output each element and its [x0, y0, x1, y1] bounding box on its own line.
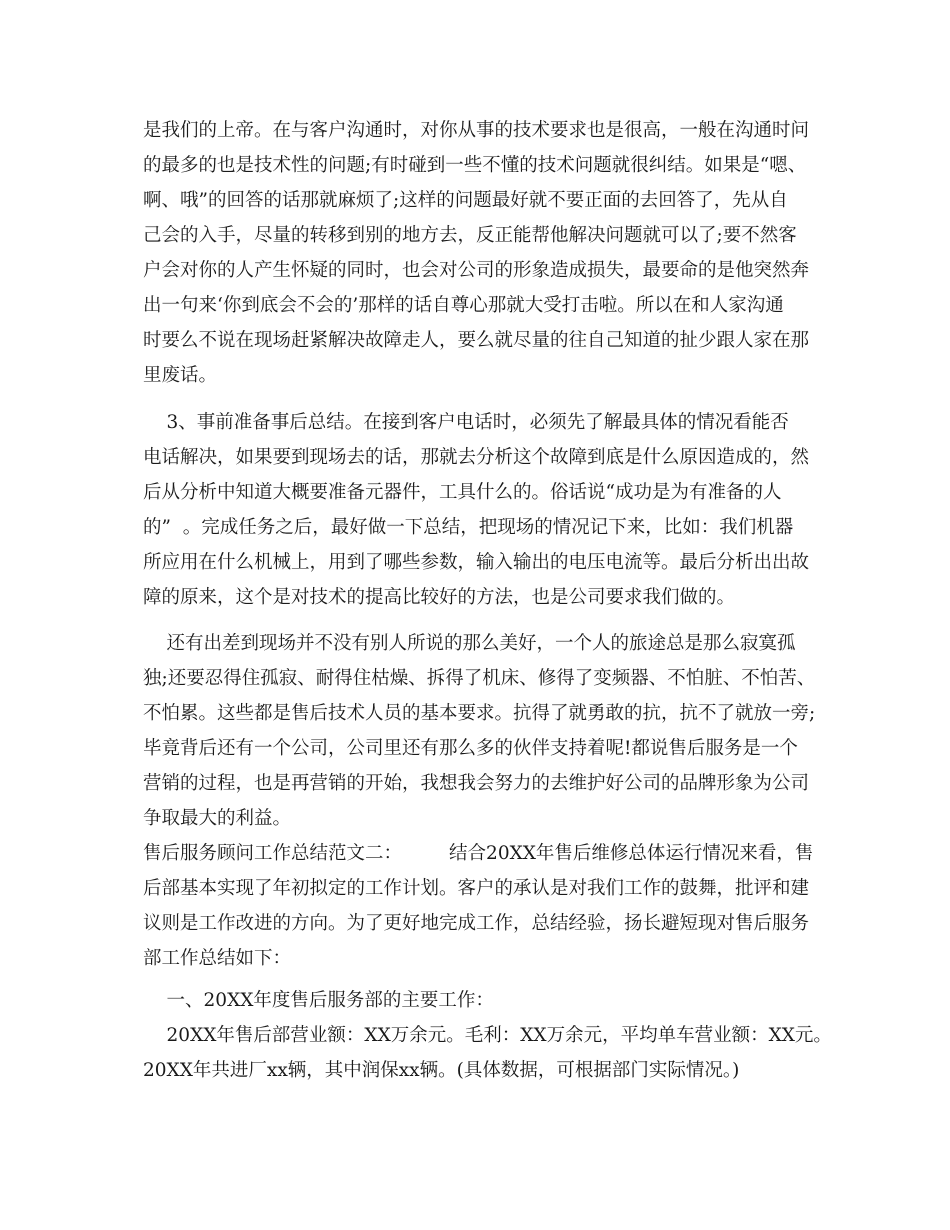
text-line: 20XX年共进厂xx辆，其中润保xx辆。(具体数据，可根据部门实际情况。) [143, 1060, 740, 1081]
text-line: 部工作总结如下： [143, 948, 292, 969]
text-line: 所应用在什么机械上，用到了哪些参数，输入输出的电压电流等。最后分析出出故 [143, 552, 810, 573]
text-line: 啊、哦”的回答的话那就麻烦了;这样的问题最好就不要正面的去回答了，先从自 [143, 190, 788, 211]
text-line: 营销的过程，也是再营销的开始，我想我会努力的去维护好公司的品牌形象为公司 [143, 773, 810, 794]
text-line: 后部基本实现了年初拟定的工作计划。客户的承认是对我们工作的鼓舞，批评和建 [143, 878, 810, 899]
text-line: 还有出差到现场并不没有别人所说的那么美好，一个人的旅途总是那么寂寞孤 [143, 633, 796, 654]
text-line: 的” 。完成任务之后，最好做一下总结，把现场的情况记下来，比如：我们机器 [143, 517, 794, 538]
text-line: 议则是工作改进的方向。为了更好地完成工作，总结经验，扬长避短现对售后服务 [143, 913, 810, 934]
text-line: 里废话。 [143, 365, 218, 386]
text-line: 的最多的也是技术性的问题;有时碰到一些不懂的技术问题就很纠结。如果是“嗯、 [143, 155, 807, 176]
text-line: 时要么不说在现场赶紧解决故障走人，要么就尽量的往自己知道的扯少跟人家在那 [143, 330, 810, 351]
text-line: 独;还要忍得住孤寂、耐得住枯燥、拆得了机床、修得了变频器、不怕脏、不怕苦、 [143, 668, 816, 689]
text-line: 障的原来，这个是对技术的提高比较好的方法，也是公司要求我们做的。 [143, 587, 736, 608]
text-line: 己会的入手，尽量的转移到别的地方去，反正能帮他解决问题就可以了;要不然客 [143, 225, 797, 246]
text-line: 不怕累。这些都是售后技术人员的基本要求。抗得了就勇敢的抗，抗不了就放一旁; [143, 703, 816, 724]
text-line: 毕竟背后还有一个公司，公司里还有那么多的伙伴支持着呢!都说售后服务是一个 [143, 738, 798, 759]
text-line: 出一句来‘你到底会不会的’那样的话自尊心那就大受打击啦。所以在和人家沟通 [143, 295, 784, 316]
text-line: 是我们的上帝。在与客户沟通时，对你从事的技术要求也是很高，一般在沟通时问 [143, 120, 810, 141]
text-line: 20XX年售后部营业额：XX万余元。毛利：XX万余元，平均单车营业额：XX元。 [143, 1025, 832, 1046]
text-line: 3、事前准备事后总结。在接到客户电话时，必须先了解最具体的情况看能否 [143, 412, 789, 433]
text-line: 户会对你的人产生怀疑的同时，也会对公司的形象造成损失，最要命的是他突然奔 [143, 260, 810, 281]
text-line: 后从分析中知道大概要准备元器件，工具什么的。俗话说“成功是为有准备的人 [143, 482, 782, 503]
text-line: 电话解决，如果要到现场去的话，那就去分析这个故障到底是什么原因造成的，然 [143, 447, 810, 468]
section-heading-line: 售后服务顾问工作总结范文二： 结合20XX年售后维修总体运行情况来看，售 [143, 843, 814, 864]
text-line: 争取最大的利益。 [143, 808, 292, 829]
text-line: 一、20XX年度售后服务部的主要工作： [143, 990, 494, 1011]
